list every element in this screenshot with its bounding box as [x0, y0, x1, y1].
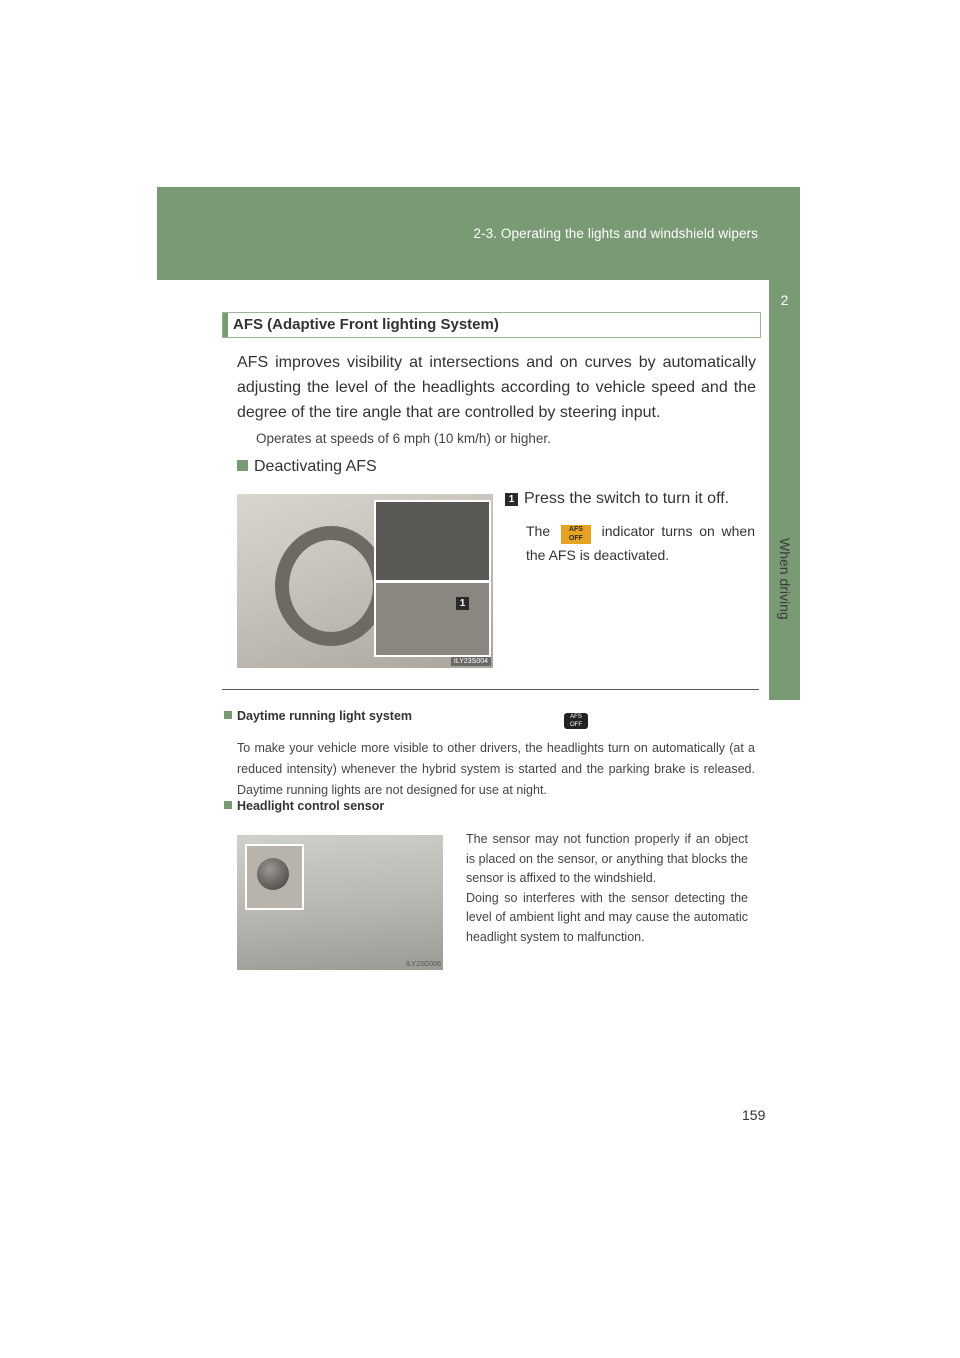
steering-wheel-illustration: [275, 526, 387, 646]
afs-section-heading-box: [222, 312, 761, 338]
headlight-sensor-text: [466, 830, 748, 947]
note-square-icon: [224, 801, 232, 809]
afs-off-switch-illustration: [564, 713, 588, 729]
indicator-note-prefix: The: [526, 523, 551, 539]
chapter-label: When driving: [777, 538, 793, 620]
step-text: Press the switch to turn it off.: [524, 490, 730, 507]
daytime-heading-label: Daytime running light system: [237, 709, 413, 723]
afs-off-indicator-icon: [561, 525, 591, 544]
headlight-sensor-heading: [224, 799, 384, 813]
daytime-running-light-body: To make your vehicle more visible to other drivers, the headlights turn on automatically (at a reduced intensity) whenever the hybrid system is started and the parking brake is released. Daytime running lights are not designed for use at night.: [237, 741, 755, 797]
figure-code: ILY23G006: [406, 961, 441, 968]
figure-code: ILY23S004: [451, 657, 491, 666]
afs-intro-paragraph: AFS improves visibility at intersections and on curves by automatically adjusting the level of the headlights according to vehicle speed and the degree of the tire angle that are controlled by steering input.: [237, 354, 756, 421]
daytime-running-light-heading: [224, 709, 412, 723]
afs-icon-line2: OFF: [568, 535, 583, 542]
section-header-title: 2-3. Operating the lights and windshield wipers: [473, 226, 758, 241]
headlight-sensor-illustration: [237, 835, 443, 970]
afs-step-1: [505, 490, 729, 508]
step-marker: 1: [505, 493, 518, 506]
afs-switch-label-line2: OFF: [570, 722, 582, 728]
sensor-heading-label: Headlight control sensor: [237, 799, 385, 813]
afs-switch-label-line1: AFS: [570, 714, 582, 720]
section-accent-bar: [223, 313, 228, 337]
sensor-text-paragraph-2: Doing so interferes with the sensor detecting the level of ambient light and may cause the automatic headlight system to malfunction.: [466, 890, 748, 944]
deactivating-afs-label: Deactivating AFS: [254, 458, 377, 475]
note-square-icon: [224, 711, 232, 719]
page-number: 159: [742, 1107, 766, 1123]
figure-step-marker: 1: [456, 597, 469, 610]
afs-indicator-note: [526, 520, 755, 566]
heading-square-icon: [237, 460, 248, 471]
chapter-number: 2: [780, 292, 789, 308]
switch-panel-inset: [374, 500, 491, 582]
chapter-tab: [769, 280, 800, 700]
afs-icon-line1: AFS: [568, 526, 583, 533]
afs-section-title: AFS (Adaptive Front lighting System): [233, 316, 499, 333]
sensor-dome-icon: [257, 858, 289, 890]
sensor-text-paragraph-1: The sensor may not function properly if an object is placed on the sensor, or anything that blocks the sensor is affixed to the windshield.: [466, 832, 748, 885]
deactivating-afs-heading: [237, 458, 377, 476]
header-band: [157, 187, 800, 280]
afs-operating-speed-note: Operates at speeds of 6 mph (10 km/h) or higher.: [256, 431, 551, 446]
sensor-closeup-inset: [245, 844, 304, 910]
indicator-note-suffix: indicator turns on when the AFS is deactivated.: [526, 523, 756, 563]
section-divider: [222, 689, 759, 690]
